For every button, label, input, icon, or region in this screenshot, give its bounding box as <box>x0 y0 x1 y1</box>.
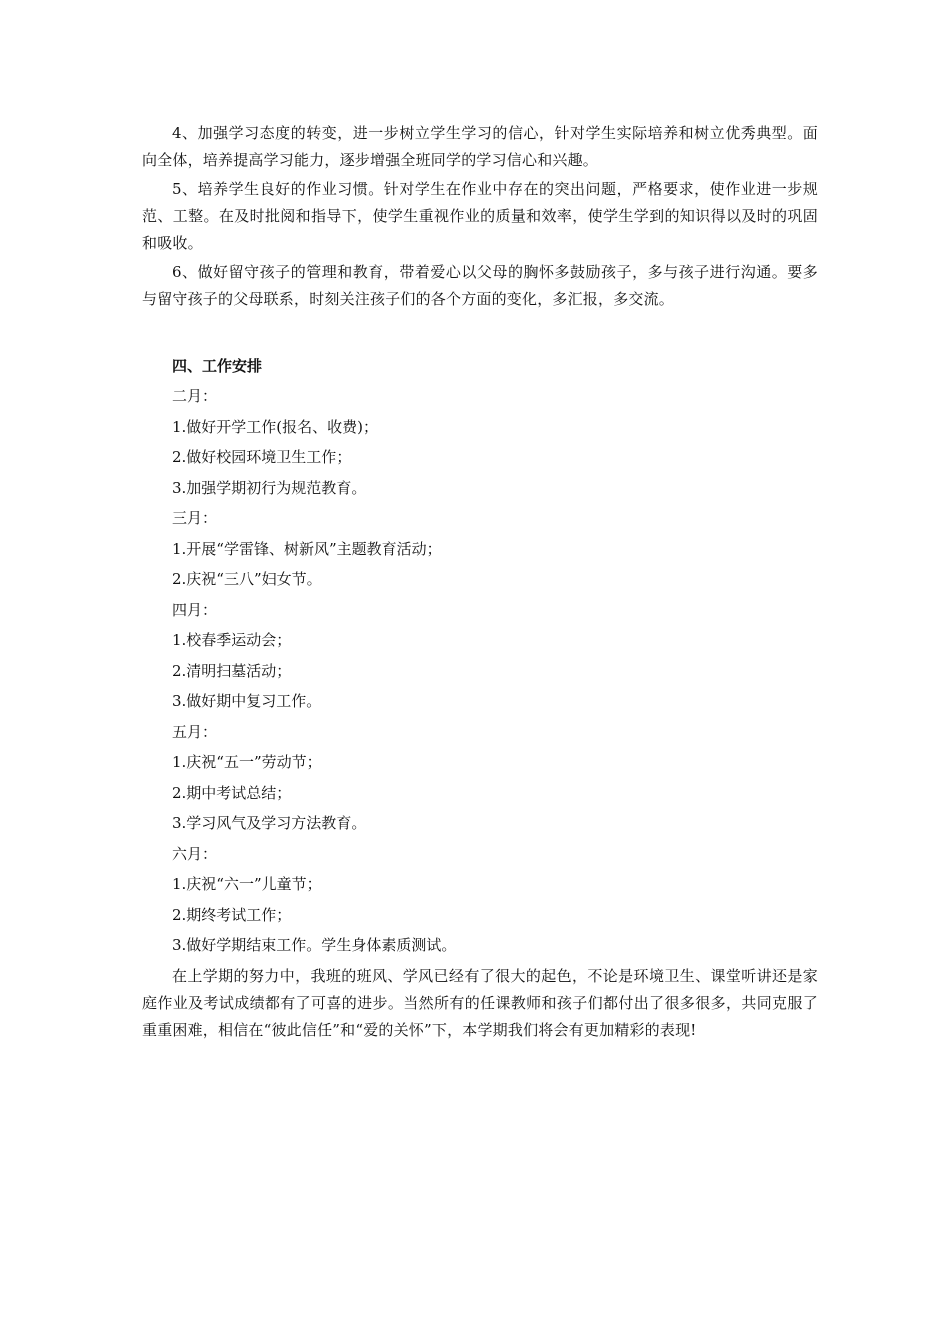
paragraph-5: 5、培养学生良好的作业习惯。针对学生在作业中存在的突出问题，严格要求，使作业进一步规范、工整。在及时批阅和指导下，使学生重视作业的质量和效率，使学生学到的知识得以及时的巩固和吸收。 <box>142 180 818 252</box>
month-label: 二月： <box>172 387 218 405</box>
schedule-item: 2.做好校园环境卫生工作； <box>172 448 352 466</box>
month-label: 三月： <box>172 509 218 527</box>
schedule-item: 3.做好学期结束工作。学生身体素质测试。 <box>172 936 457 954</box>
month-february <box>142 381 818 503</box>
section-heading-work-schedule: 四、工作安排 <box>172 357 263 375</box>
paragraph-6: 6、做好留守孩子的管理和教育，带着爱心以父母的胸怀多鼓励孩子，多与孩子进行沟通。要多与留守孩子的父母联系，时刻关注孩子们的各个方面的变化，多汇报，多交流。 <box>142 263 818 308</box>
month-label: 五月： <box>172 722 218 741</box>
month-june <box>142 839 818 961</box>
closing-paragraph: 在上学期的努力中，我班的班风、学风已经有了很大的起色，不论是环境卫生、课堂听讲还是家庭作业及考试成绩都有了可喜的进步。当然所有的任课教师和孩子们都付出了很多很多，共同克服了重重困难，相信在“彼此信任”和“爱的关怀”下，本学期我们将会有更加精彩的表现! <box>142 966 818 1039</box>
schedule-item: 2.期终考试工作； <box>172 905 292 924</box>
month-label: 四月： <box>172 600 218 619</box>
schedule-item: 2.期中考试总结； <box>172 783 292 802</box>
schedule-item: 2.清明扫墓活动； <box>172 661 292 680</box>
paragraph-4: 4、加强学习态度的转变，进一步树立学生学习的信心，针对学生实际培养和树立优秀典型。面向全体，培养提高学习能力，逐步增强全班同学的学习信心和兴趣。 <box>142 124 818 169</box>
month-may <box>142 717 818 839</box>
schedule-item: 1.校春季运动会； <box>172 631 292 649</box>
schedule-item: 3.做好期中复习工作。 <box>172 692 322 710</box>
schedule-item: 3.加强学期初行为规范教育。 <box>172 478 367 497</box>
schedule-item: 1.开展“学雷锋、树新风”主题教育活动； <box>172 539 442 558</box>
schedule-item: 1.庆祝“五一”劳动节； <box>172 753 322 771</box>
document-page <box>142 120 818 1044</box>
schedule-item: 2.庆祝“三八”妇女节。 <box>172 570 322 588</box>
month-march <box>142 503 818 595</box>
schedule-item: 1.做好开学工作(报名、收费)； <box>172 417 379 436</box>
schedule-item: 1.庆祝“六一”儿童节； <box>172 875 322 893</box>
month-label: 六月： <box>172 844 218 863</box>
month-april <box>142 595 818 717</box>
schedule-item: 3.学习风气及学习方法教育。 <box>172 814 367 832</box>
